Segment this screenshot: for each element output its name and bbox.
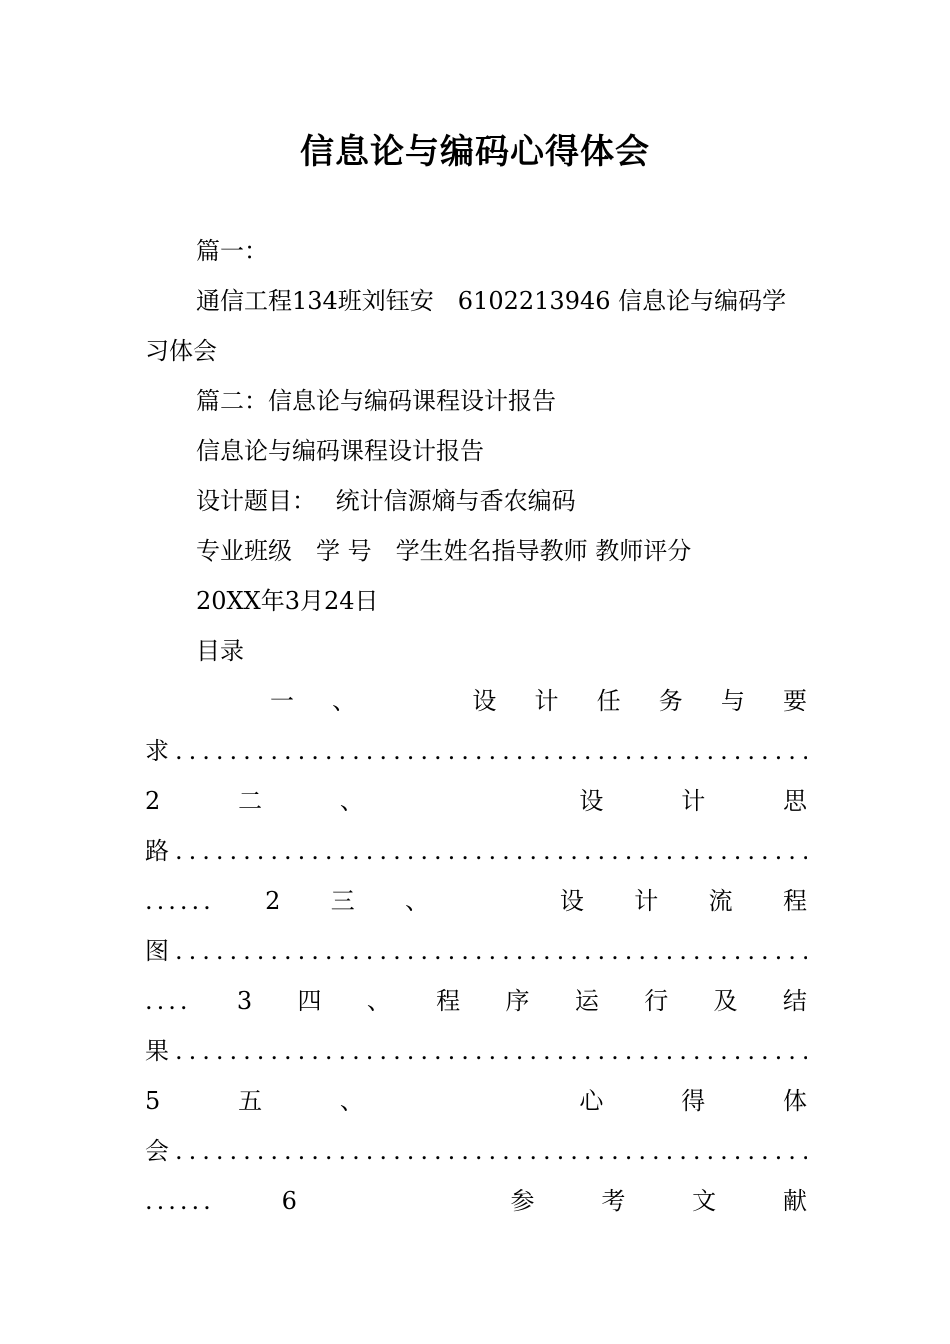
toc-token: 与 [720, 687, 745, 715]
toc-token: 程 [436, 987, 461, 1015]
toc-row [145, 983, 807, 1019]
toc-row [145, 883, 807, 919]
toc-token: 结 [782, 987, 807, 1015]
toc-token: ...... [145, 1187, 215, 1215]
toc-row [270, 683, 807, 719]
toc-token: 行 [644, 987, 669, 1015]
toc-leader-dots [169, 1133, 807, 1169]
toc-token: 求 [145, 737, 169, 765]
toc-token: 图 [145, 937, 169, 965]
toc-token: 得 [681, 1087, 706, 1115]
toc-row [145, 1183, 807, 1219]
toc-token: 计 [534, 687, 559, 715]
toc-row [145, 1133, 807, 1169]
toc-token: 、 [332, 687, 357, 715]
toc-row [145, 783, 807, 819]
toc-token: ...... [145, 887, 215, 915]
toc-row [145, 833, 807, 869]
toc-token: 、 [405, 887, 430, 915]
toc-leader-dots [169, 833, 807, 869]
toc-token: 及 [713, 987, 738, 1015]
toc-token: 献 [782, 1187, 807, 1215]
toc-token: 计 [681, 787, 706, 815]
toc-token: 文 [692, 1187, 717, 1215]
toc-token: 心 [579, 1087, 604, 1115]
toc-token: 设 [579, 787, 604, 815]
toc-token: 参 [510, 1187, 535, 1215]
toc-token: 思 [782, 787, 807, 815]
paragraph-section-one: 篇一： [196, 237, 268, 265]
toc-token: 二 [238, 787, 263, 815]
paragraph-author-line: 通信工程134班刘钰安 6102213946 信息论与编码学 [196, 287, 787, 315]
toc-leader-dots [169, 933, 807, 969]
toc-row [145, 1033, 807, 1069]
toc-token: 、 [366, 987, 391, 1015]
toc-token: 一 [270, 687, 294, 715]
toc-token: 序 [505, 987, 530, 1015]
toc-token: 要 [783, 687, 807, 715]
toc-token: 任 [596, 687, 621, 715]
paragraph-author-line-cont: 习体会 [145, 337, 217, 365]
toc-token: 、 [339, 787, 364, 815]
paragraph-date: 20XX年3月24日 [196, 587, 379, 615]
toc-row [145, 933, 807, 969]
toc-token: 、 [339, 1087, 364, 1115]
toc-row [145, 1083, 807, 1119]
toc-leader-dots [169, 733, 807, 769]
toc-token: 流 [708, 887, 733, 915]
paragraph-report-title: 信息论与编码课程设计报告 [196, 437, 484, 465]
paragraph-class-info: 专业班级 学 号 学生姓名指导教师 教师评分 [196, 537, 692, 565]
toc-token: 三 [330, 887, 355, 915]
toc-token: .... [145, 987, 192, 1015]
toc-token: 2 [145, 787, 161, 815]
toc-token: 程 [782, 887, 807, 915]
toc-token: 五 [238, 1087, 263, 1115]
toc-token: 务 [658, 687, 683, 715]
toc-token: 四 [297, 987, 322, 1015]
toc-token: 路 [145, 837, 169, 865]
toc-token: 运 [574, 987, 599, 1015]
toc-row [145, 733, 807, 769]
toc-token: 设 [559, 887, 584, 915]
toc-token: 果 [145, 1037, 169, 1065]
toc-leader-dots [169, 1033, 807, 1069]
toc-token: 设 [472, 687, 497, 715]
paragraph-toc-heading: 目录 [196, 637, 244, 665]
paragraph-design-topic: 设计题目： 统计信源熵与香农编码 [196, 487, 576, 515]
toc-token: 体 [782, 1087, 807, 1115]
paragraph-section-two: 篇二：信息论与编码课程设计报告 [196, 387, 556, 415]
toc-token: 考 [601, 1187, 626, 1215]
toc-token: 3 [236, 987, 253, 1015]
toc-token: 5 [145, 1087, 161, 1115]
document-title: 信息论与编码心得体会 [300, 132, 650, 172]
toc-token: 2 [265, 887, 281, 915]
toc-token: 计 [634, 887, 659, 915]
toc-token: 6 [281, 1187, 297, 1215]
toc-token: 会 [145, 1137, 169, 1165]
